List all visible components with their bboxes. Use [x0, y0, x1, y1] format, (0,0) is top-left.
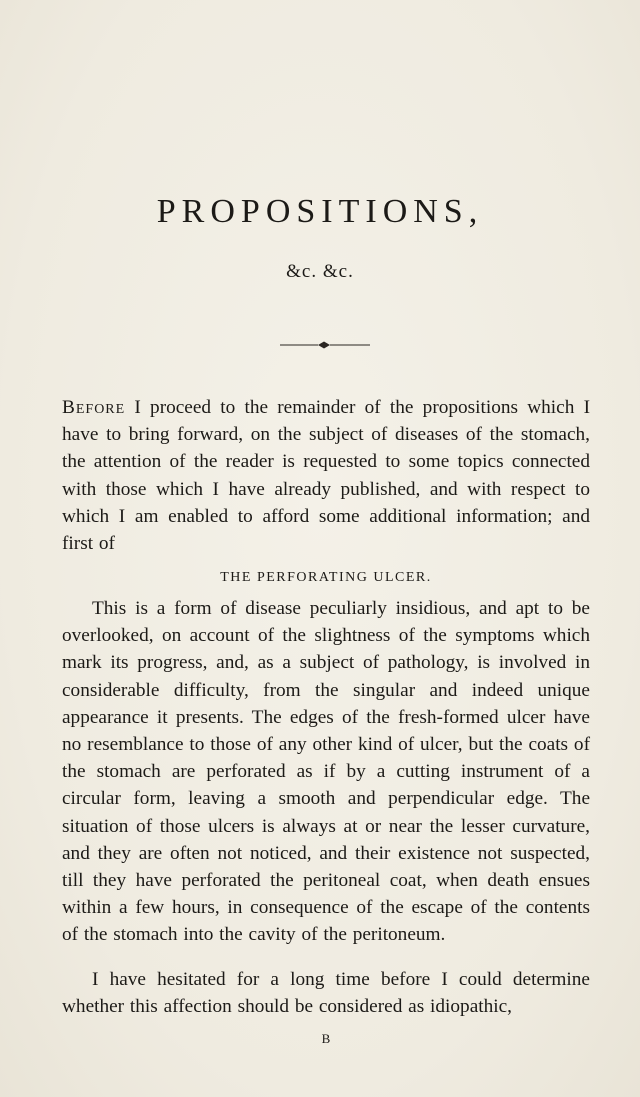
page-title: PROPOSITIONS, — [156, 193, 484, 230]
body-paragraph: This is a form of disease peculiarly insidious, and apt to be overlooked, on account of the slightness of the symptoms which mark its progress, and, as a subject of pathology, is involved in considerable difficulty, from the singular and indeed unique appearance it presents. The edges of the fresh-formed ulcer have no resemblance to those of any other kind of ulcer, but the coats of the stomach are perforated as if by a cutting instrument of a circular form, leaving a smooth and perpendicular edge. The situation of those ulcers is always at or near the lesser curvature, and they are often not noticed, and their existence not suspected, till they have perforated the peritoneal coat, when death ensues within a few hours, in consequence of the escape of the contents of the stomach into the cavity of the peritoneum. — [62, 598, 590, 946]
signature-mark: B — [321, 1031, 331, 1046]
opening-paragraph-text: I proceed to the remainder of the propositions which I have to bring forward, on the subject of diseases of the stomach, the attention of the reader is requested to some topics connected with those which I have already published, and with respect to which I am enabled to afford some additional information; and first of — [62, 397, 590, 555]
ornament-rule-icon — [280, 340, 370, 350]
page-subtitle: &c. &c. — [286, 261, 354, 282]
opening-paragraph — [62, 394, 590, 557]
body-paragraph-continued: I have hesitated for a long time before I could determine whether this affection should be considered as idiopathic, — [62, 969, 590, 1018]
opening-word: Before — [62, 397, 126, 418]
section-heading: THE PERFORATING ULCER. — [220, 570, 432, 585]
